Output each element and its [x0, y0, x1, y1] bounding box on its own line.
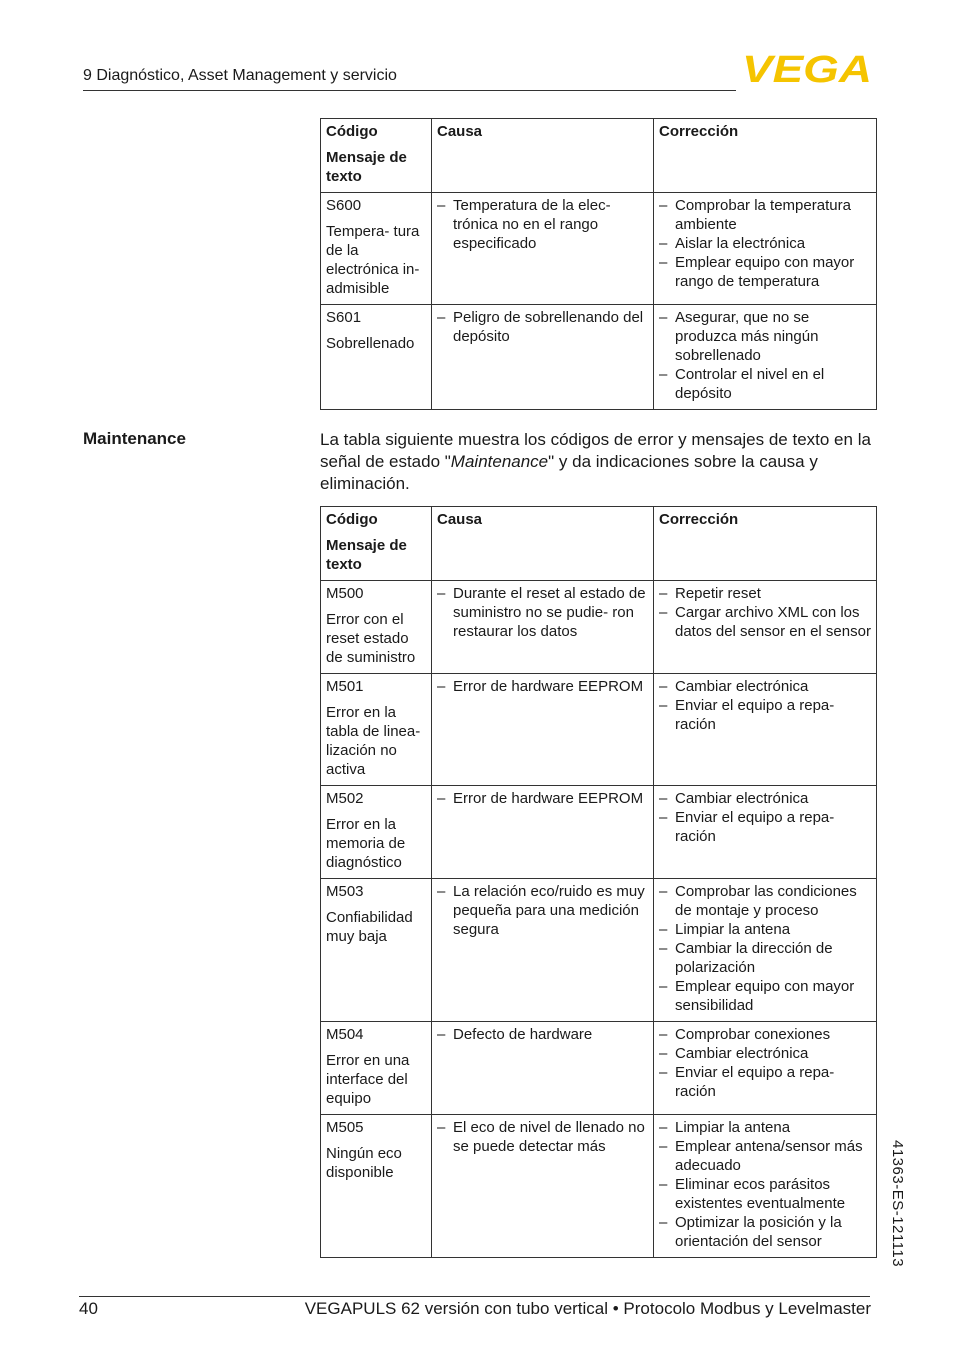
code-cell: [321, 305, 432, 410]
correction-list: [659, 196, 872, 291]
correction-item: – Asegurar, que no se produzca más ningún sobrellenado: [659, 308, 872, 365]
error-code: S601: [326, 309, 362, 326]
error-code: S600: [326, 197, 362, 214]
table-header-row: [321, 119, 877, 193]
correction-item: – Cambiar electrónica: [659, 677, 872, 696]
error-code: M500: [326, 585, 364, 602]
correction-list: [659, 789, 872, 846]
cause-cell: [432, 581, 654, 674]
cause-item: – El eco de nivel de llenado no se puede detectar más: [437, 1118, 649, 1156]
header-message: Mensaje de texto: [326, 537, 407, 573]
correction-list: [659, 584, 872, 641]
correction-item: – Controlar el nivel en el depósito: [659, 365, 872, 403]
correction-list: [659, 1118, 872, 1251]
correction-cell: [654, 1022, 877, 1115]
cause-cell: [432, 305, 654, 410]
correction-item: – Eliminar ecos parásitos existentes eventualmente: [659, 1175, 872, 1213]
header-correction: Corrección: [654, 119, 877, 193]
table-header-row: [321, 507, 877, 581]
table-row: [321, 581, 877, 674]
table-row: [321, 674, 877, 786]
cause-cell: [432, 193, 654, 305]
correction-cell: [654, 786, 877, 879]
error-message: Error en una interface del equipo: [326, 1052, 410, 1107]
code-cell: [321, 1022, 432, 1115]
correction-item: – Repetir reset: [659, 584, 872, 603]
cause-list: [437, 1025, 649, 1044]
cause-cell: [432, 1022, 654, 1115]
cause-item: – La relación eco/ruido es muy pequeña para una medición segura: [437, 882, 649, 939]
header-divider: [83, 90, 736, 91]
vega-logo: [742, 52, 872, 84]
cause-cell: [432, 674, 654, 786]
intro-text-1: La tabla siguiente muestra los códigos de error y mensajes de texto en la señal de estado ": [320, 430, 871, 471]
footer-divider: [79, 1296, 870, 1297]
cause-list: [437, 677, 649, 696]
correction-cell: [654, 193, 877, 305]
error-code: M503: [326, 883, 364, 900]
code-cell: [321, 193, 432, 305]
correction-item: – Comprobar la temperatura ambiente: [659, 196, 872, 234]
correction-cell: [654, 581, 877, 674]
maintenance-table: [320, 506, 877, 1258]
error-message: Tempera- tura de la electrónica in- admisible: [326, 223, 420, 297]
correction-item: – Limpiar la antena: [659, 1118, 872, 1137]
header-code-cell: [321, 119, 432, 193]
cause-item: – Temperatura de la elec- trónica no en el rango especificado: [437, 196, 649, 253]
cause-list: [437, 1118, 649, 1156]
cause-list: [437, 789, 649, 808]
correction-cell: [654, 879, 877, 1022]
header-code: Código: [326, 123, 378, 140]
table-row: [321, 305, 877, 410]
maintenance-label: Maintenance: [83, 429, 186, 448]
error-message: Confiabilidad muy baja: [326, 909, 413, 945]
correction-item: – Comprobar las condiciones de montaje y proceso: [659, 882, 872, 920]
correction-item: – Emplear antena/sensor más adecuado: [659, 1137, 872, 1175]
correction-cell: [654, 305, 877, 410]
correction-item: – Emplear equipo con mayor rango de temperatura: [659, 253, 872, 291]
correction-cell: [654, 674, 877, 786]
status-table-top: [320, 118, 877, 410]
error-message: Error con el reset estado de suministro: [326, 611, 416, 666]
table-body: [321, 119, 877, 410]
code-cell: [321, 581, 432, 674]
error-message: Sobrellenado: [326, 335, 415, 352]
correction-item: – Comprobar conexiones: [659, 1025, 872, 1044]
correction-item: – Emplear equipo con mayor sensibilidad: [659, 977, 872, 1015]
cause-item: – Durante el reset al estado de suministro no se pudie- ron restaurar los datos: [437, 584, 649, 641]
correction-list: [659, 882, 872, 1015]
correction-list: [659, 1025, 872, 1101]
cause-item: – Defecto de hardware: [437, 1025, 649, 1044]
correction-item: – Cambiar la dirección de polarización: [659, 939, 872, 977]
cause-item: – Error de hardware EEPROM: [437, 789, 649, 808]
cause-item: – Peligro de sobrellenando del depósito: [437, 308, 649, 346]
intro-text-2: " y da indicaciones sobre la causa y eliminación.: [320, 452, 818, 493]
cause-list: [437, 308, 649, 346]
maintenance-intro: [320, 429, 872, 495]
header-cause: Causa: [432, 119, 654, 193]
code-cell: [321, 1115, 432, 1258]
table-body: [321, 507, 877, 1258]
error-code: M505: [326, 1119, 364, 1136]
section-title: 9 Diagnóstico, Asset Management y servicio: [83, 67, 397, 84]
correction-item: – Enviar el equipo a repa- ración: [659, 1063, 872, 1101]
code-cell: [321, 786, 432, 879]
cause-list: [437, 584, 649, 641]
correction-item: – Cargar archivo XML con los datos del sensor en el sensor: [659, 603, 872, 641]
table-row: [321, 193, 877, 305]
error-code: M501: [326, 678, 364, 695]
header-message: Mensaje de texto: [326, 149, 407, 185]
header-code: Código: [326, 511, 378, 528]
cause-cell: [432, 879, 654, 1022]
correction-item: – Cambiar electrónica: [659, 1044, 872, 1063]
error-code: M504: [326, 1026, 364, 1043]
correction-item: – Optimizar la posición y la orientación del sensor: [659, 1213, 872, 1251]
error-message: Error en la tabla de linea- lización no activa: [326, 704, 421, 778]
header-correction: Corrección: [654, 507, 877, 581]
error-code: M502: [326, 790, 364, 807]
table-row: [321, 786, 877, 879]
error-message: Ningún eco disponible: [326, 1145, 402, 1181]
cause-list: [437, 882, 649, 939]
cause-item: – Error de hardware EEPROM: [437, 677, 649, 696]
page-number: 40: [79, 1299, 98, 1318]
correction-item: – Enviar el equipo a repa- ración: [659, 808, 872, 846]
intro-emphasis: Maintenance: [450, 452, 549, 471]
document-id: 41363-ES-121113: [889, 1140, 906, 1268]
logo-text: VEGA: [742, 52, 872, 84]
header-cause: Causa: [432, 507, 654, 581]
correction-item: – Cambiar electrónica: [659, 789, 872, 808]
correction-item: – Enviar el equipo a repa- ración: [659, 696, 872, 734]
header-code-cell: [321, 507, 432, 581]
code-cell: [321, 879, 432, 1022]
table-row: [321, 879, 877, 1022]
correction-cell: [654, 1115, 877, 1258]
cause-cell: [432, 1115, 654, 1258]
table-row: [321, 1115, 877, 1258]
correction-list: [659, 308, 872, 403]
footer-title: VEGAPULS 62 versión con tubo vertical • Protocolo Modbus y Levelmaster: [304, 1299, 871, 1318]
error-message: Error en la memoria de diagnóstico: [326, 816, 406, 871]
correction-item: – Limpiar la antena: [659, 920, 872, 939]
cause-cell: [432, 786, 654, 879]
table-row: [321, 1022, 877, 1115]
code-cell: [321, 674, 432, 786]
correction-list: [659, 677, 872, 734]
correction-item: – Aislar la electrónica: [659, 234, 872, 253]
cause-list: [437, 196, 649, 253]
